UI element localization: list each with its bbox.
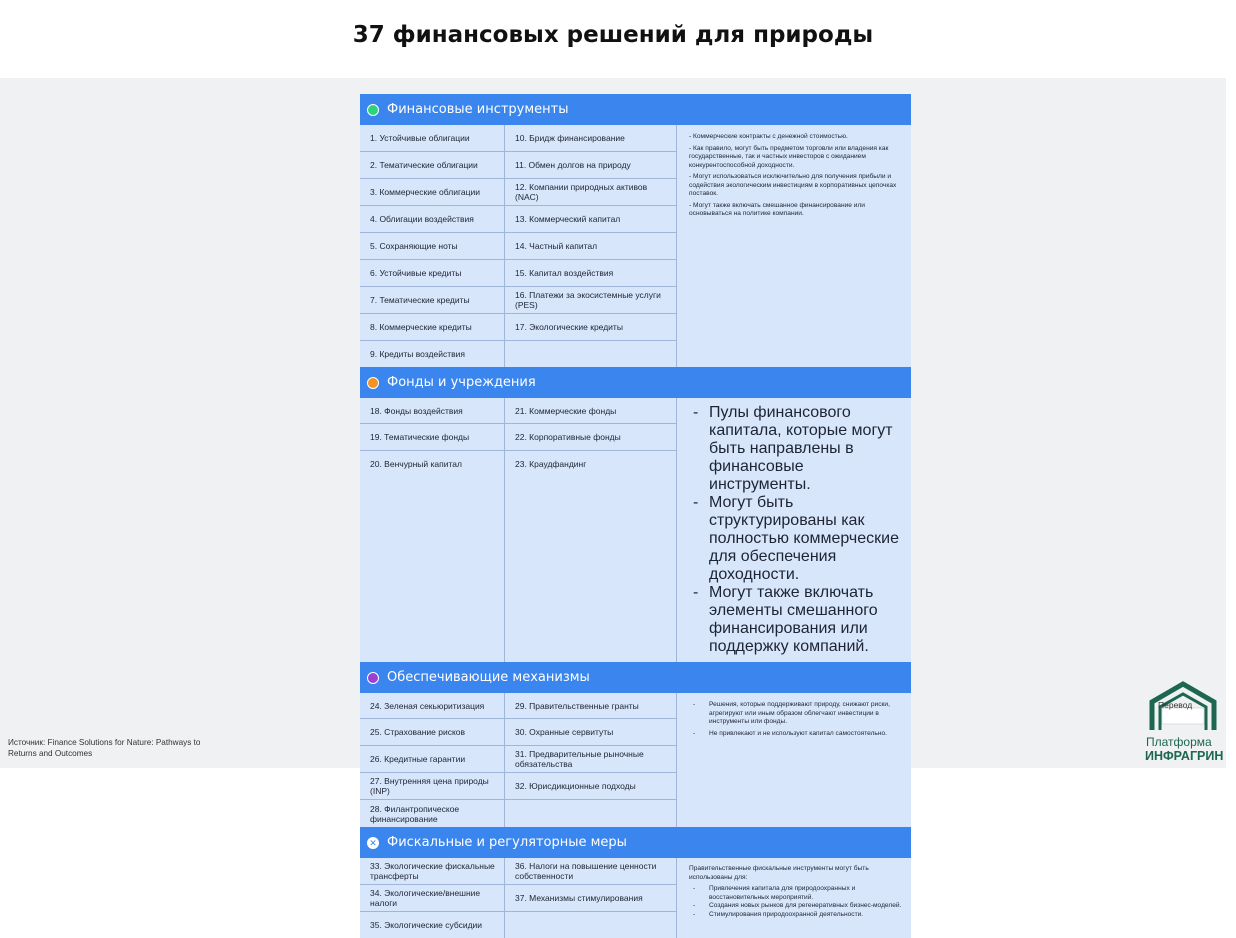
description-bullet: - Стимулирования природоохранной деятельности.	[689, 911, 903, 920]
list-item: 15. Капитал воздействия	[505, 260, 676, 287]
description-text: - Коммерческие контракты с денежной стоимостью.	[689, 133, 848, 140]
list-item: 21. Коммерческие фонды	[505, 398, 676, 424]
list-item: 19. Тематические фонды	[360, 424, 504, 451]
list-item: 1. Устойчивые облигации	[360, 125, 504, 152]
section-body	[360, 858, 911, 938]
middle-column	[505, 125, 677, 367]
description-text: - Как правило, могут быть предметом торговли или владения как государственные, так и частных инвесторов с ожиданием конкурентоспособной доходности.	[689, 144, 889, 169]
list-item: 7. Тематические кредиты	[360, 287, 504, 314]
list-item: 8. Коммерческие кредиты	[360, 314, 504, 341]
list-item: 3. Коммерческие облигации	[360, 179, 504, 206]
section-body	[360, 693, 911, 827]
logo-badge: Перевод	[1158, 700, 1193, 710]
list-item: 31. Предварительные рыночные обязательства	[505, 746, 676, 773]
list-item: 17. Экологические кредиты	[505, 314, 676, 341]
section-body	[360, 125, 911, 367]
left-column	[360, 858, 505, 938]
section-funds-institutions	[360, 367, 911, 662]
section-header	[360, 827, 911, 858]
list-item: 4. Облигации воздействия	[360, 206, 504, 233]
page-title: 37 финансовых решений для природы	[352, 22, 874, 48]
description-bullet: - Могут быть структурированы как полностью коммерческие для обеспечения доходности.	[689, 494, 903, 584]
logo-line-2: ИНФРАГРИН	[1145, 749, 1224, 763]
platform-logo	[1138, 676, 1226, 768]
description-column	[677, 858, 911, 938]
list-item	[505, 912, 676, 938]
list-item: 29. Правительственные гранты	[505, 693, 676, 719]
source-note: Источник: Finance Solutions for Nature: Pathways to Returns and Outcomes	[8, 738, 201, 758]
list-item: 34. Экологические/внешние налоги	[360, 885, 504, 912]
section-fiscal-regulatory	[360, 827, 911, 938]
description-text: - Могут использоваться исключительно для получения прибыли и содействия экологическим инвестициям в корпоративных цепочках поставок.	[689, 173, 897, 197]
list-item: 13. Коммерческий капитал	[505, 206, 676, 233]
list-item: 11. Обмен долгов на природу	[505, 152, 676, 179]
list-item: 10. Бридж финансирование	[505, 125, 676, 152]
left-column	[360, 693, 505, 827]
description-bullet: - Пулы финансового капитала, которые могут быть направлены в финансовые инструменты.	[689, 404, 903, 494]
list-item: 14. Частный капитал	[505, 233, 676, 260]
section-header	[360, 367, 911, 398]
list-item: 36. Налоги на повышение ценности собственности	[505, 858, 676, 885]
description-bullet: - Привлечения капитала для природоохранных и восстановительных мероприятий.	[689, 885, 903, 902]
list-item	[505, 341, 676, 367]
x-circle-icon: ✕	[367, 837, 379, 849]
left-column	[360, 125, 505, 367]
list-item: 25. Страхование рисков	[360, 719, 504, 746]
middle-column	[505, 693, 677, 827]
section-title: Обеспечивающие механизмы	[387, 670, 590, 685]
list-item: 20. Венчурный капитал	[370, 459, 462, 469]
description-column	[677, 398, 911, 662]
purple-dot-icon	[367, 672, 379, 684]
list-item: 12. Компании природных активов (NAC)	[505, 179, 676, 206]
list-item: 26. Кредитные гарантии	[360, 746, 504, 773]
list-item	[505, 800, 676, 827]
list-item: 5. Сохраняющие ноты	[360, 233, 504, 260]
section-header	[360, 94, 911, 125]
description-bullet: - Не привлекают и не используют капитал самостоятельно.	[689, 730, 903, 739]
logo-line-1: Платформа	[1146, 735, 1212, 749]
list-item: 6. Устойчивые кредиты	[360, 260, 504, 287]
list-item: 18. Фонды воздействия	[360, 398, 504, 424]
section-title: Фискальные и регуляторные меры	[387, 835, 627, 850]
list-item: 16. Платежи за экосистемные услуги (PES)	[505, 287, 676, 314]
section-title: Финансовые инструменты	[387, 102, 569, 117]
description-text: - Могут также включать смешанное финансирование или основываться на политике компании.	[689, 201, 865, 217]
list-item: 2. Тематические облигации	[360, 152, 504, 179]
description-intro: Правительственные фискальные инструменты могут быть использованы для:	[689, 865, 869, 881]
list-item: 22. Корпоративные фонды	[505, 424, 676, 451]
description-bullet: - Могут также включать элементы смешанного финансирования или поддержку компаний.	[689, 584, 903, 656]
solutions-panel	[360, 94, 911, 938]
orange-dot-icon	[367, 377, 379, 389]
list-item: 9. Кредиты воздействия	[370, 349, 465, 359]
list-item: 35. Экологические субсидии	[370, 920, 483, 930]
section-title: Фонды и учреждения	[387, 375, 536, 390]
list-item: 37. Механизмы стимулирования	[505, 885, 676, 912]
title-bar	[0, 0, 1226, 78]
description-column	[677, 125, 911, 367]
list-item: 30. Охранные сервитуты	[505, 719, 676, 746]
middle-column	[505, 398, 677, 662]
list-item: 23. Краудфандинг	[515, 459, 587, 469]
left-column	[360, 398, 505, 662]
section-body	[360, 398, 911, 662]
middle-column	[505, 858, 677, 938]
section-header	[360, 662, 911, 693]
description-bullet: - Создания новых рынков для регенеративных бизнес-моделей.	[689, 902, 903, 911]
description-column	[677, 693, 911, 827]
description-bullet: - Решения, которые поддерживают природу, снижают риски, агрегируют или иным образом облегчают инвестиции в инструменты или фонды.	[689, 701, 903, 727]
list-item: 27. Внутренняя цена природы (INP)	[360, 773, 504, 800]
list-item: 28. Филантропическое финансирование	[370, 803, 460, 824]
green-dot-icon	[367, 104, 379, 116]
list-item: 32. Юрисдикционные подходы	[505, 773, 676, 800]
section-enabling-mechanisms	[360, 662, 911, 827]
list-item: 33. Экологические фискальные трансферты	[360, 858, 504, 885]
list-item: 24. Зеленая секьюритизация	[360, 693, 504, 719]
section-financial-instruments	[360, 94, 911, 367]
